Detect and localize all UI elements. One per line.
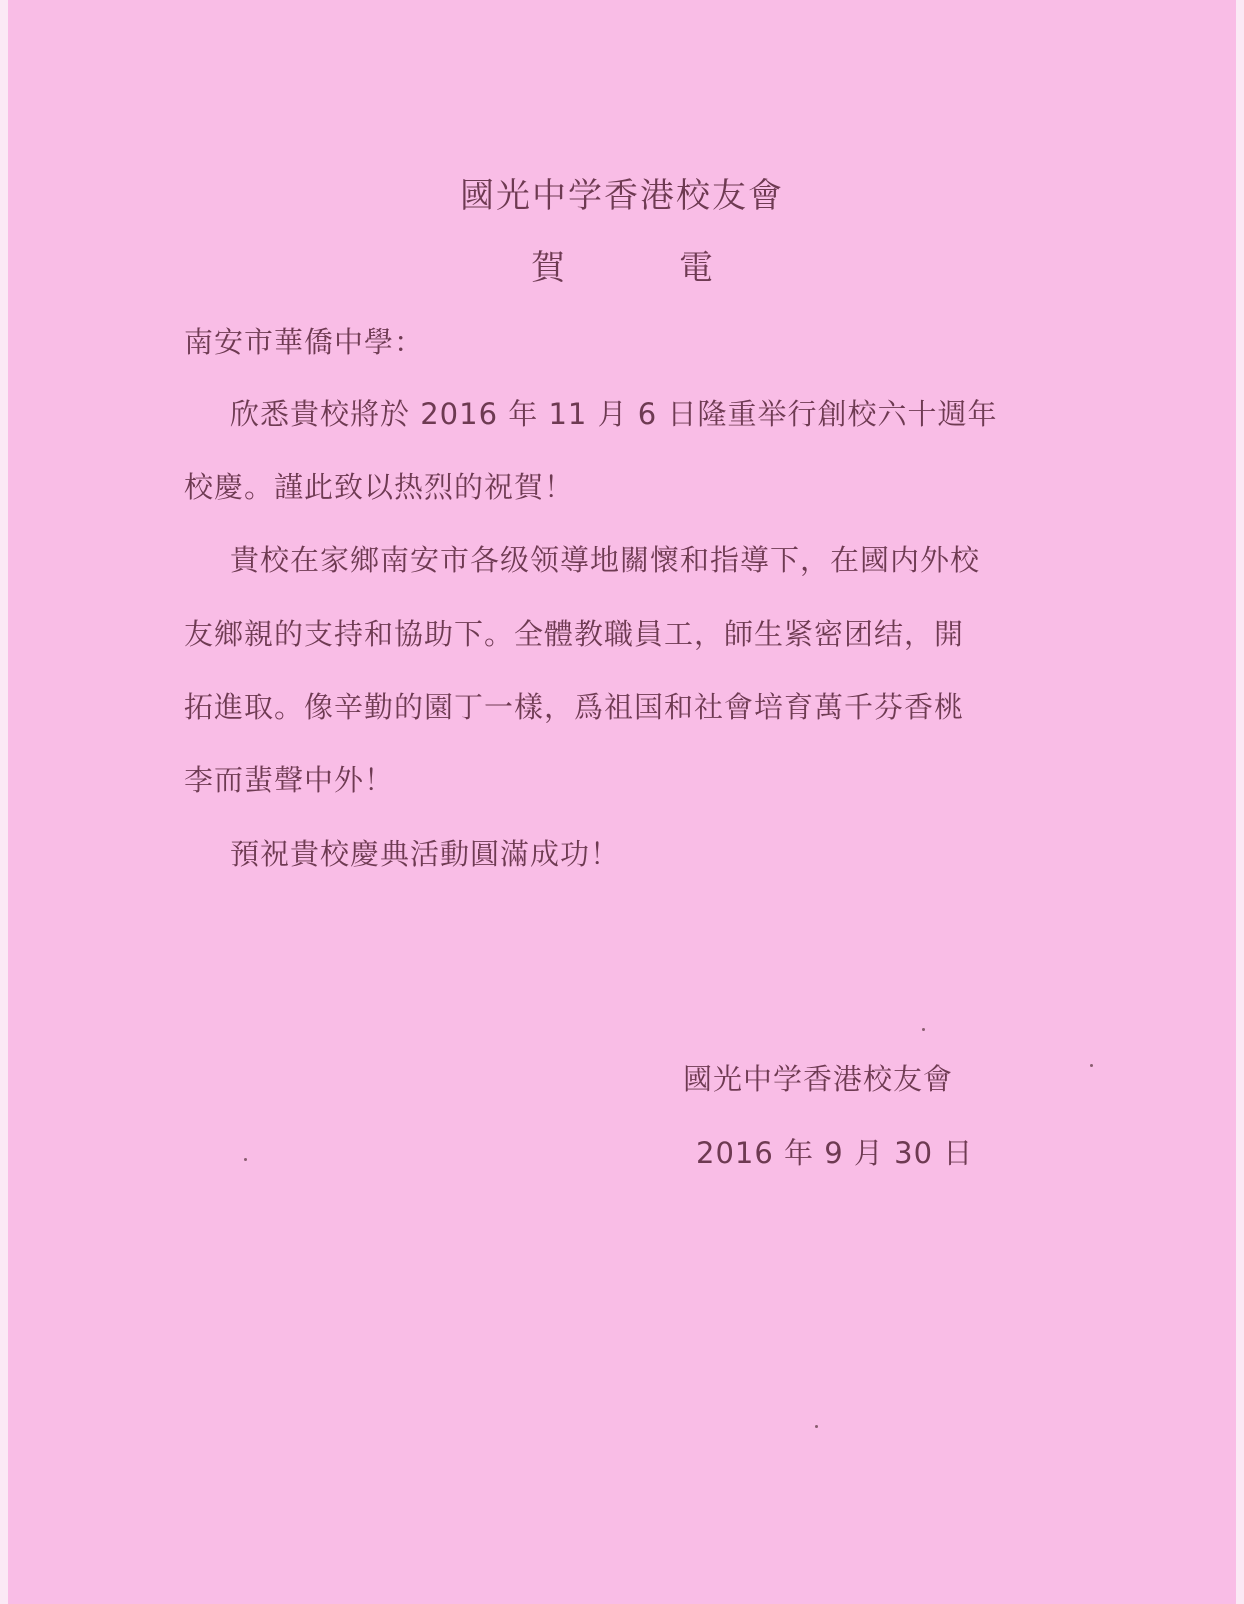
scan-speck xyxy=(244,1158,247,1161)
paragraph1-line2: 校慶。謹此致以热烈的祝賀！ xyxy=(184,470,575,504)
paragraph2-line3: 拓進取。像辛勤的園丁一樣，爲祖国和社會培育萬千芬香桃 xyxy=(184,690,965,724)
scan-speck xyxy=(815,1425,818,1428)
signature-organization: 國光中学香港校友會 xyxy=(683,1062,954,1096)
letter-title: 國光中学香港校友會 xyxy=(460,176,784,216)
letter-subtitle: 賀 電 xyxy=(531,248,753,288)
signature-date: 2016 年 9 月 30 日 xyxy=(696,1136,974,1170)
scan-speck xyxy=(922,1028,925,1031)
paragraph2-line2: 友鄉親的支持和協助下。全體教職員工，師生紧密团结，開 xyxy=(184,617,965,651)
scan-speck xyxy=(1090,1064,1093,1067)
paragraph3: 預祝貴校慶典活動圓滿成功！ xyxy=(230,837,621,871)
paragraph2-line4: 李而蜚聲中外！ xyxy=(184,763,395,797)
paragraph1-line1: 欣悉貴校將於 2016 年 11 月 6 日隆重举行創校六十週年 xyxy=(230,397,998,431)
paragraph2-line1: 貴校在家鄉南安市各级领導地關懷和指導下，在國内外校 xyxy=(230,543,981,577)
salutation: 南安市華僑中學： xyxy=(184,325,425,359)
